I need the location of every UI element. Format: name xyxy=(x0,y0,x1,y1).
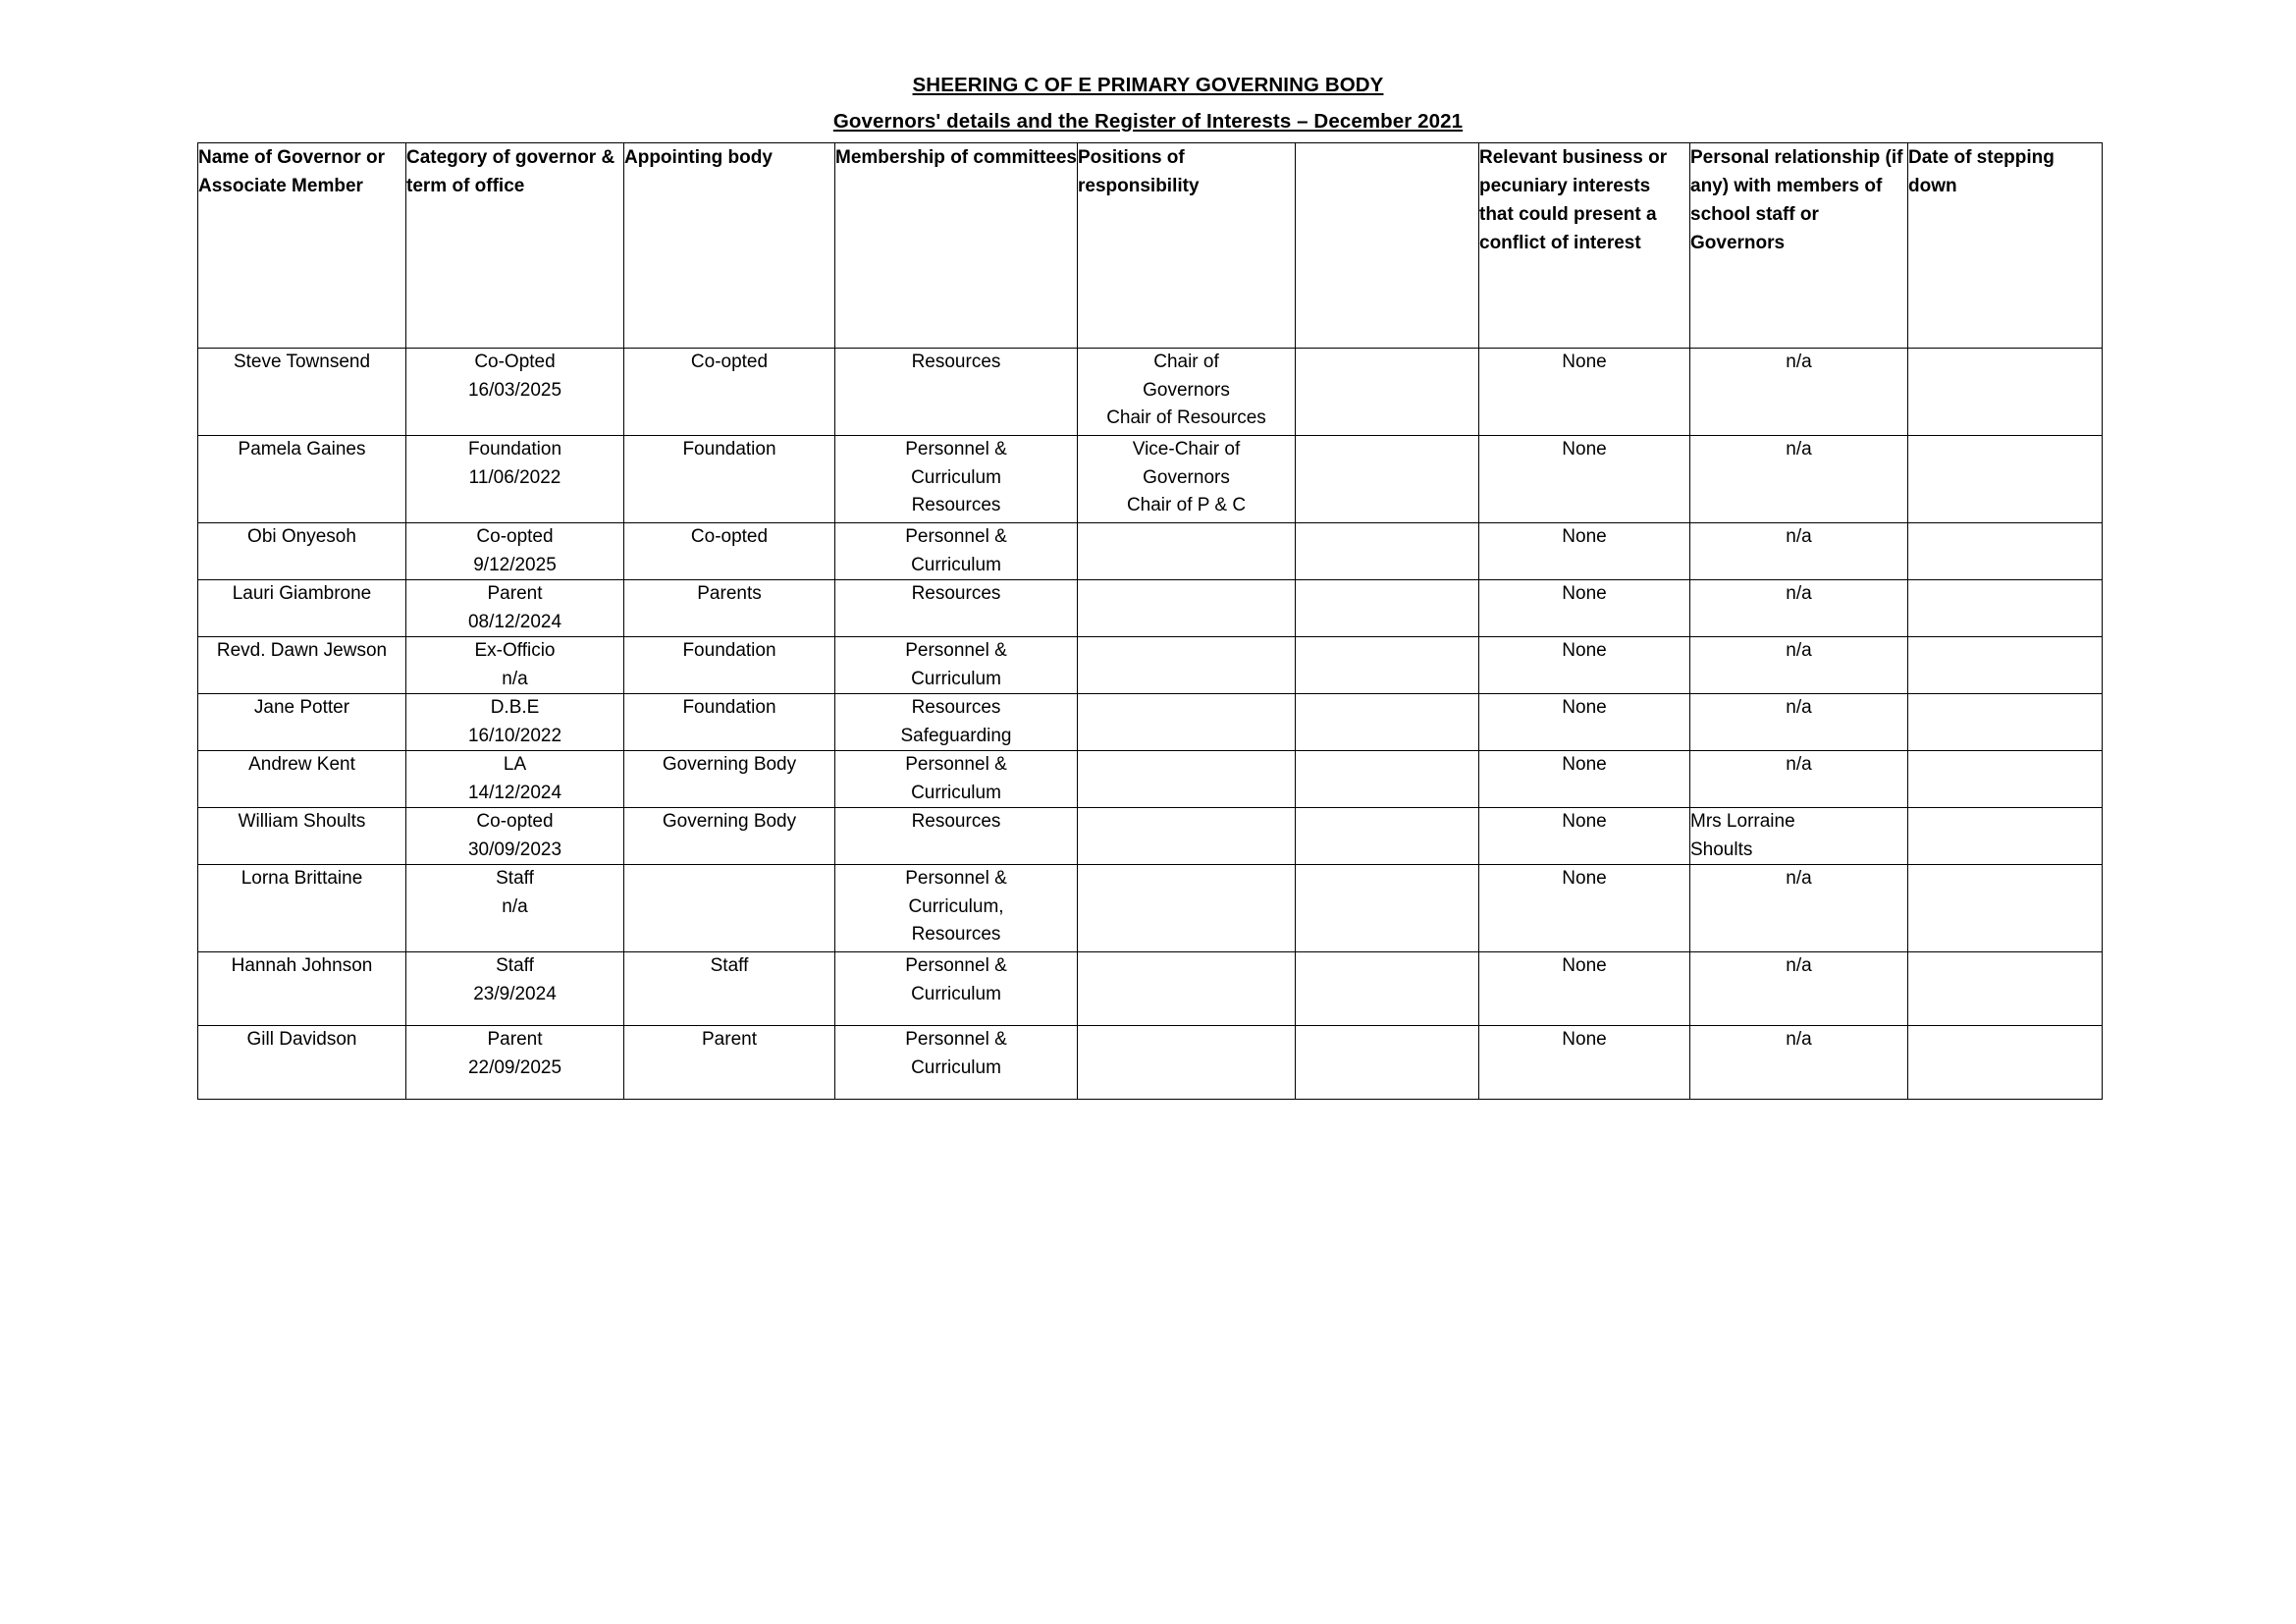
table-header-row xyxy=(198,143,2103,349)
cell-blank xyxy=(1296,523,1479,580)
cell-category: Foundation 11/06/2022 xyxy=(406,436,624,523)
cell-stepping-down xyxy=(1908,694,2103,751)
cell-blank xyxy=(1296,694,1479,751)
cell-personal-relationship: n/a xyxy=(1690,1026,1908,1100)
cell-personal-relationship: n/a xyxy=(1690,694,1908,751)
cell-category: Parent 22/09/2025 xyxy=(406,1026,624,1100)
cell-personal-relationship: Mrs Lorraine Shoults xyxy=(1690,808,1908,865)
cell-stepping-down xyxy=(1908,865,2103,952)
table-row xyxy=(198,580,2103,637)
cell-category: D.B.E 16/10/2022 xyxy=(406,694,624,751)
cell-stepping-down xyxy=(1908,952,2103,1026)
cell-blank xyxy=(1296,1026,1479,1100)
governors-register-table xyxy=(197,142,2103,1100)
cell-stepping-down xyxy=(1908,580,2103,637)
cell-business-interests: None xyxy=(1479,1026,1690,1100)
cell-blank xyxy=(1296,952,1479,1026)
column-header-positions: Positions of responsibility xyxy=(1078,143,1296,349)
cell-positions xyxy=(1078,1026,1296,1100)
cell-positions xyxy=(1078,637,1296,694)
cell-business-interests: None xyxy=(1479,523,1690,580)
table-row xyxy=(198,637,2103,694)
cell-personal-relationship: n/a xyxy=(1690,436,1908,523)
cell-category: Ex-Officio n/a xyxy=(406,637,624,694)
cell-business-interests: None xyxy=(1479,865,1690,952)
cell-committees: Personnel & Curriculum xyxy=(835,1026,1078,1100)
column-header-committees: Membership of committees xyxy=(835,143,1078,349)
cell-name: Revd. Dawn Jewson xyxy=(198,637,406,694)
cell-positions xyxy=(1078,751,1296,808)
cell-stepping-down xyxy=(1908,436,2103,523)
cell-business-interests: None xyxy=(1479,751,1690,808)
cell-appointing-body: Governing Body xyxy=(624,808,835,865)
cell-personal-relationship: n/a xyxy=(1690,523,1908,580)
cell-personal-relationship: n/a xyxy=(1690,952,1908,1026)
column-header-business-interests: Relevant business or pecuniary interests that could present a conflict of interest xyxy=(1479,143,1690,349)
cell-committees: Personnel & Curriculum, Resources xyxy=(835,865,1078,952)
cell-name: Jane Potter xyxy=(198,694,406,751)
cell-positions xyxy=(1078,952,1296,1026)
cell-committees: Personnel & Curriculum xyxy=(835,952,1078,1026)
cell-name: Pamela Gaines xyxy=(198,436,406,523)
table-row xyxy=(198,436,2103,523)
cell-name: Gill Davidson xyxy=(198,1026,406,1100)
table-row xyxy=(198,694,2103,751)
cell-business-interests: None xyxy=(1479,952,1690,1026)
cell-positions: Vice-Chair of Governors Chair of P & C xyxy=(1078,436,1296,523)
cell-blank xyxy=(1296,865,1479,952)
cell-category: Parent 08/12/2024 xyxy=(406,580,624,637)
cell-personal-relationship: n/a xyxy=(1690,637,1908,694)
cell-category: Co-Opted 16/03/2025 xyxy=(406,349,624,436)
document-title: SHEERING C OF E PRIMARY GOVERNING BODY xyxy=(912,74,1384,96)
cell-business-interests: None xyxy=(1479,580,1690,637)
cell-blank xyxy=(1296,751,1479,808)
table-row xyxy=(198,1026,2103,1100)
column-header-personal-relationship: Personal relationship (if any) with members of school staff or Governors xyxy=(1690,143,1908,349)
table-row xyxy=(198,952,2103,1026)
cell-personal-relationship: n/a xyxy=(1690,580,1908,637)
cell-business-interests: None xyxy=(1479,637,1690,694)
cell-positions: Chair of Governors Chair of Resources xyxy=(1078,349,1296,436)
cell-appointing-body: Parents xyxy=(624,580,835,637)
cell-committees: Resources xyxy=(835,349,1078,436)
cell-blank xyxy=(1296,349,1479,436)
document-header xyxy=(0,71,2296,135)
table-row xyxy=(198,751,2103,808)
cell-appointing-body: Parent xyxy=(624,1026,835,1100)
cell-business-interests: None xyxy=(1479,436,1690,523)
cell-personal-relationship: n/a xyxy=(1690,349,1908,436)
cell-positions xyxy=(1078,523,1296,580)
cell-committees: Personnel & Curriculum xyxy=(835,751,1078,808)
cell-committees: Personnel & Curriculum xyxy=(835,637,1078,694)
cell-positions xyxy=(1078,865,1296,952)
cell-stepping-down xyxy=(1908,808,2103,865)
cell-blank xyxy=(1296,580,1479,637)
table-row xyxy=(198,349,2103,436)
cell-committees: Personnel & Curriculum xyxy=(835,523,1078,580)
cell-appointing-body: Staff xyxy=(624,952,835,1026)
cell-name: William Shoults xyxy=(198,808,406,865)
cell-stepping-down xyxy=(1908,637,2103,694)
cell-personal-relationship: n/a xyxy=(1690,751,1908,808)
cell-category: Staff n/a xyxy=(406,865,624,952)
cell-committees: Resources xyxy=(835,580,1078,637)
cell-category: LA 14/12/2024 xyxy=(406,751,624,808)
cell-business-interests: None xyxy=(1479,349,1690,436)
cell-positions xyxy=(1078,694,1296,751)
cell-appointing-body: Foundation xyxy=(624,637,835,694)
cell-stepping-down xyxy=(1908,523,2103,580)
cell-positions xyxy=(1078,808,1296,865)
column-header-blank xyxy=(1296,143,1479,349)
cell-personal-relationship: n/a xyxy=(1690,865,1908,952)
cell-name: Andrew Kent xyxy=(198,751,406,808)
cell-appointing-body: Co-opted xyxy=(624,349,835,436)
table-row xyxy=(198,865,2103,952)
cell-blank xyxy=(1296,436,1479,523)
cell-category: Staff 23/9/2024 xyxy=(406,952,624,1026)
column-header-stepping-down: Date of stepping down xyxy=(1908,143,2103,349)
cell-appointing-body: Foundation xyxy=(624,694,835,751)
cell-appointing-body: Foundation xyxy=(624,436,835,523)
column-header-name: Name of Governor or Associate Member xyxy=(198,143,406,349)
cell-blank xyxy=(1296,808,1479,865)
cell-stepping-down xyxy=(1908,1026,2103,1100)
cell-appointing-body: Governing Body xyxy=(624,751,835,808)
cell-committees: Personnel & Curriculum Resources xyxy=(835,436,1078,523)
cell-name: Hannah Johnson xyxy=(198,952,406,1026)
cell-positions xyxy=(1078,580,1296,637)
cell-name: Steve Townsend xyxy=(198,349,406,436)
column-header-appointing-body: Appointing body xyxy=(624,143,835,349)
document-subtitle: Governors' details and the Register of Interests – December 2021 xyxy=(832,109,1464,133)
cell-committees: Resources xyxy=(835,808,1078,865)
cell-stepping-down xyxy=(1908,349,2103,436)
cell-business-interests: None xyxy=(1479,694,1690,751)
cell-category: Co-opted 30/09/2023 xyxy=(406,808,624,865)
cell-name: Obi Onyesoh xyxy=(198,523,406,580)
cell-category: Co-opted 9/12/2025 xyxy=(406,523,624,580)
cell-name: Lauri Giambrone xyxy=(198,580,406,637)
cell-name: Lorna Brittaine xyxy=(198,865,406,952)
cell-stepping-down xyxy=(1908,751,2103,808)
cell-blank xyxy=(1296,637,1479,694)
cell-committees: Resources Safeguarding xyxy=(835,694,1078,751)
table-row xyxy=(198,523,2103,580)
cell-appointing-body xyxy=(624,865,835,952)
cell-appointing-body: Co-opted xyxy=(624,523,835,580)
cell-business-interests: None xyxy=(1479,808,1690,865)
table-row xyxy=(198,808,2103,865)
column-header-category: Category of governor & term of office xyxy=(406,143,624,349)
